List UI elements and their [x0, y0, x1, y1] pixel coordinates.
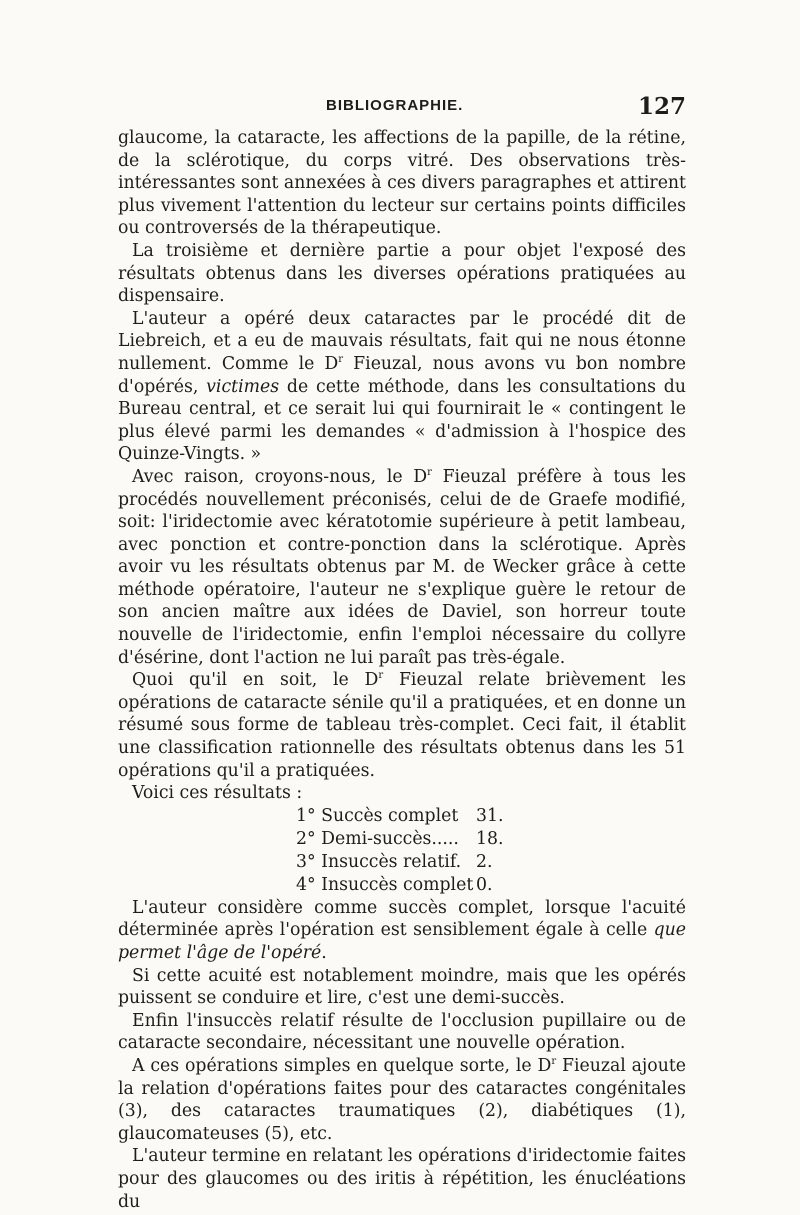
- results-row: [296, 874, 546, 897]
- results-row: [296, 851, 546, 874]
- result-label: 4° Insuccès complet: [296, 874, 474, 895]
- running-title: BIBLIOGRAPHIE.: [326, 97, 464, 114]
- paragraph: L'auteur termine en relatant les opérations d'iridectomie faites pour des glaucomes ou des iritis à répétition, les énucléations du: [118, 1146, 686, 1212]
- results-row: [296, 805, 546, 828]
- results-table: [296, 805, 546, 897]
- results-row: [296, 828, 546, 851]
- result-value: 2.: [476, 851, 493, 872]
- page-number: 127: [637, 93, 686, 120]
- paragraph: L'auteur considère comme succès complet, lorsque l'acuité déterminée après l'opération est sensiblement égale à celle que permet l'âge de l'opéré.: [118, 897, 686, 963]
- paragraph: glaucome, la cataracte, les affections de la papille, de la rétine, de la sclérotique, du corps vitré. Des observations très-intéressantes sont annexées à ces divers paragraphes et attirent plus vivement l'attention du lecteur sur certains points difficiles ou controversés de la thérapeutique.: [118, 128, 686, 239]
- paragraph: Si cette acuité est notablement moindre, mais que les opérés puissent se conduire et lire, c'est une demi-succès.: [118, 965, 686, 1009]
- result-label: 2° Demi-succès.....: [296, 828, 459, 849]
- paragraph: Quoi qu'il en soit, le $D^r$ Fieuzal relate brièvement les opérations de cataracte sénile qu'il a pratiquées, et en donne un résumé sous forme de tableau très-complet. Ceci fait, il établit une classification rationnelle des résultats obtenus dans les 51 opérations qu'il a pratiquées.: [118, 670, 686, 781]
- paragraph: A ces opérations simples en quelque sorte, le $D^r$ Fieuzal ajoute la relation d'opérations faites pour des cataractes congénitales (3), des cataractes traumatiques (2), diabétiques (1), glaucomateuses (5), etc.: [118, 1055, 686, 1144]
- paragraph: Enfin l'insuccès relatif résulte de l'occlusion pupillaire ou de cataracte secondaire, nécessitant une nouvelle opération.: [118, 1010, 686, 1054]
- paragraph: Avec raison, croyons-nous, le $D^r$ Fieuzal préfère à tous les procédés nouvellement préconisés, celui de de Graefe modifié, soit: l'iridectomie avec kératotomie supérieure à petit lambeau, avec ponction et contre-ponction dans la sclérotique. Après avoir vu les résultats obtenus par M. de Wecker grâce à cette méthode opératoire, l'auteur ne s'explique guère le retour de son ancien maître aux idées de Daviel, son horreur toute nouvelle de l'iridectomie, enfin l'emploi nécessaire du collyre d'ésérine, dont l'action ne lui paraît pas très-égale.: [118, 466, 686, 668]
- page-header: [118, 93, 686, 121]
- result-value: 31.: [476, 805, 504, 826]
- paragraph: Voici ces résultats :: [132, 783, 303, 804]
- result-label: 1° Succès complet: [296, 805, 459, 826]
- paragraph: L'auteur a opéré deux cataractes par le procédé dit de Liebreich, et a eu de mauvais résultats, fait qui ne nous étonne nullement. Comme le $D^r$ Fieuzal, nous avons vu bon nombre d'opérés, victimes de cette méthode, dans les consultations du Bureau central, et ce serait lui qui fournirait le « contingent le plus élevé parmi les demandes « d'admission à l'hospice des Quinze-Vingts. »: [118, 308, 686, 465]
- result-value: 18.: [476, 828, 504, 849]
- result-value: 0.: [476, 874, 493, 895]
- result-label: 3° Insuccès relatif.: [296, 851, 462, 872]
- body-text: [118, 127, 686, 1213]
- paragraph: La troisième et dernière partie a pour objet l'exposé des résultats obtenus dans les diverses opérations pratiquées au dispensaire.: [118, 240, 686, 307]
